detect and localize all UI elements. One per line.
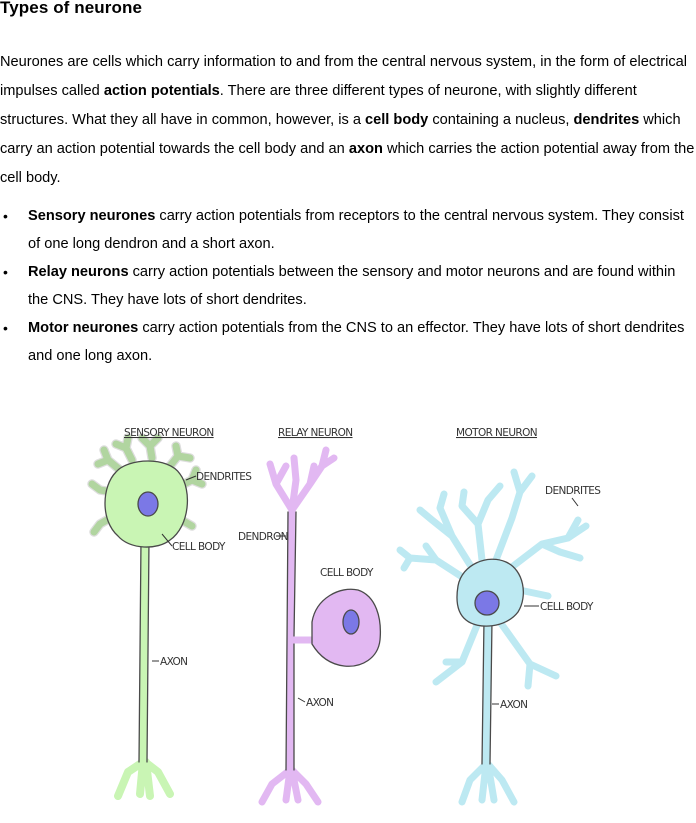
sensory-dendrites-label: Dendrites xyxy=(196,471,252,483)
sensory-neuron xyxy=(92,438,202,796)
term-cell-body: cell body xyxy=(365,112,429,128)
bullet-text: carry action potentials from the CNS to an effector. They have lots of short dendrites and one long axon. xyxy=(28,320,685,364)
motor-dendrites xyxy=(400,472,586,802)
term-dendrites: dendrites xyxy=(573,112,640,128)
intro-text: Neurones are cells which carry information to and from the central nervous system, in the form of electrical impulses called xyxy=(0,54,688,99)
term-action-potentials: action potentials xyxy=(103,83,220,99)
bullet-icon: • xyxy=(3,208,8,224)
bullet-term: Sensory neurones xyxy=(28,208,156,224)
page-title: Types of neurone xyxy=(0,0,143,17)
intro-text: . There are three different types of neurone, with slightly different structures. What they all have in common, however, is a xyxy=(0,83,637,128)
arrow-icon xyxy=(572,498,578,506)
relay-dendron-label: Dendron xyxy=(238,531,288,543)
list-item-relay xyxy=(0,258,690,314)
sensory-nucleus xyxy=(138,492,158,516)
sensory-cell-body-label: Cell body xyxy=(172,541,225,553)
motor-nucleus xyxy=(475,591,499,615)
bullet-text: carry action potentials between the sensory and motor neurons and are found within the CNS. They have lots of short dendrites. xyxy=(28,264,676,308)
sensory-axon-label: Axon xyxy=(160,656,188,668)
term-axon: axon xyxy=(348,141,383,157)
bullet-term: Motor neurones xyxy=(28,320,139,336)
motor-dendrites-label: Dendrites xyxy=(545,485,601,497)
motor-cell-body-label: Cell body xyxy=(540,601,593,613)
neuron-diagram xyxy=(0,400,696,823)
list-item-sensory xyxy=(0,202,690,258)
bullet-text: carry action potentials from receptors to the central nervous system. They consist of one long dendron and a short axon. xyxy=(28,208,684,252)
bullet-icon: • xyxy=(3,264,8,280)
motor-neuron xyxy=(400,472,586,802)
relay-axon-label: Axon xyxy=(306,697,334,709)
relay-nucleus xyxy=(343,610,359,634)
relay-neuron xyxy=(262,450,380,802)
neurone-types-list xyxy=(0,202,690,370)
bullet-icon: • xyxy=(3,320,8,336)
sensory-title: Sensory neuron xyxy=(124,427,214,439)
intro-text: containing a nucleus, xyxy=(428,112,574,128)
motor-title: Motor neuron xyxy=(456,427,538,439)
relay-title: Relay neuron xyxy=(278,427,353,439)
arrow-icon xyxy=(298,698,305,702)
sensory-axon xyxy=(118,540,170,796)
intro-text: which carry an action potential towards the cell body and an xyxy=(0,112,681,157)
bullet-term: Relay neurons xyxy=(28,264,129,280)
intro-paragraph xyxy=(0,48,696,193)
intro-text: which carries the action potential away from the cell body. xyxy=(0,141,695,186)
relay-cell-body-label: Cell body xyxy=(320,567,373,579)
list-item-motor xyxy=(0,314,690,370)
motor-axon-label: Axon xyxy=(500,699,528,711)
